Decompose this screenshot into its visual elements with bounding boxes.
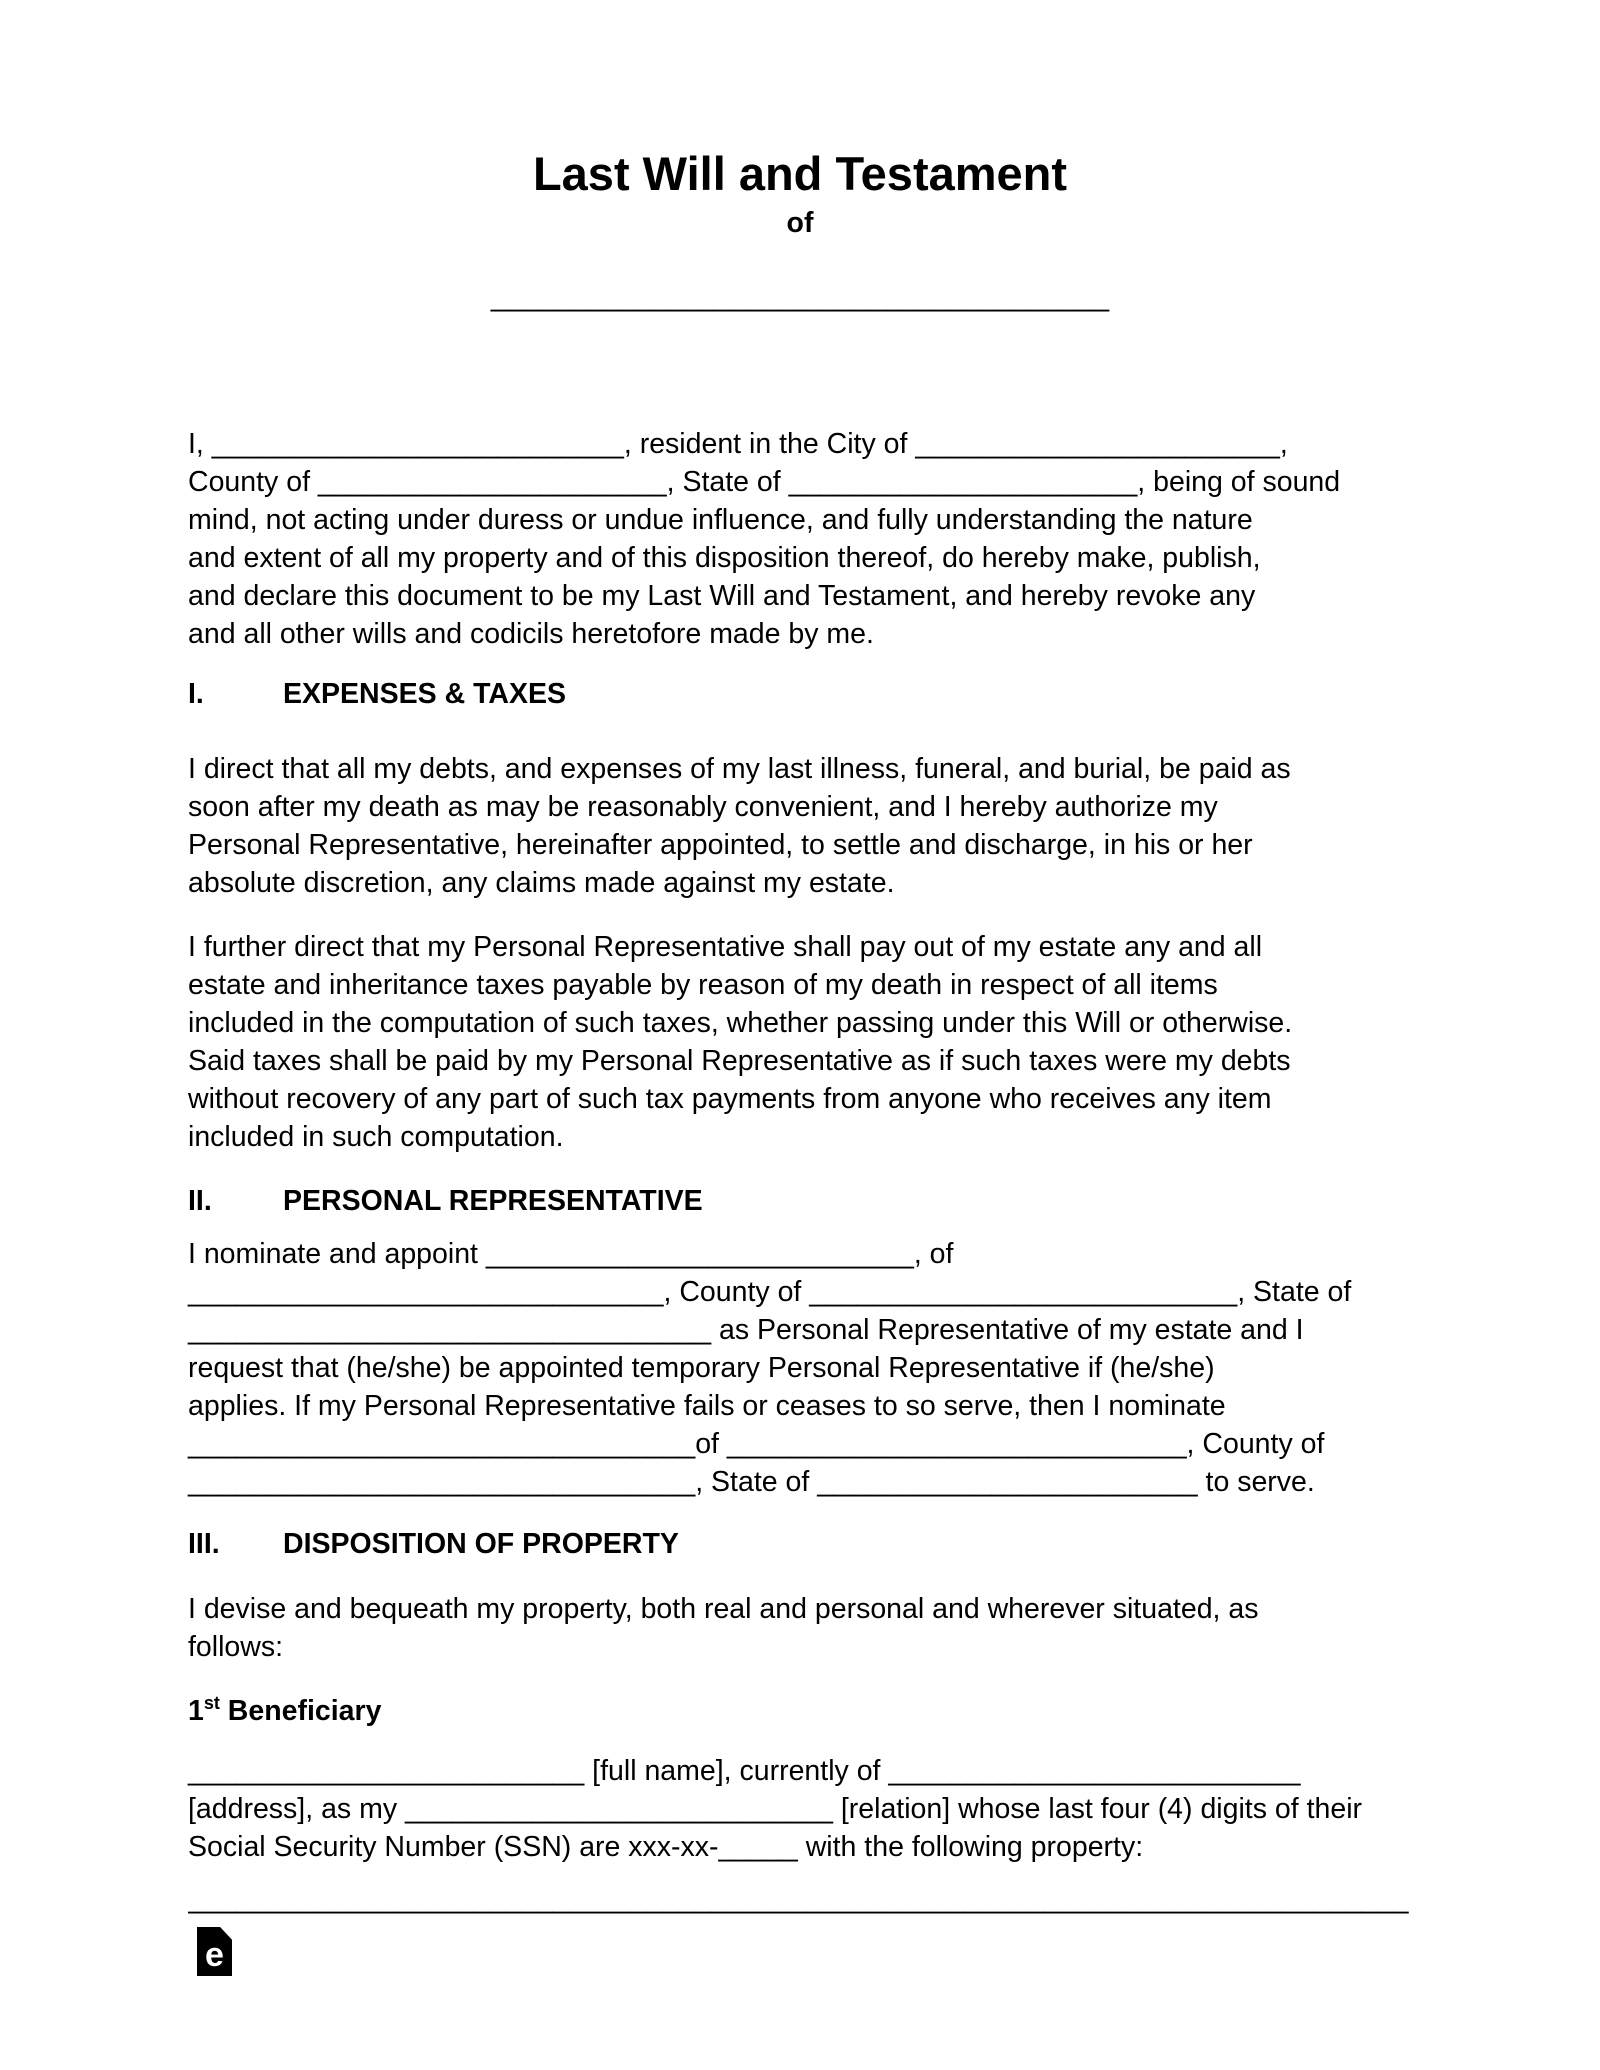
section-title: PERSONAL REPRESENTATIVE xyxy=(283,1185,703,1217)
beneficiary-paragraph: _________________________ [full name], currently of __________________________ [address], as my ___________________________ [relation] whose last four (4) digits of their Social Security Number (SSN) are xxx-xx-_____ with the following property: xyxy=(188,1755,1363,1863)
section-heading-personal-representative xyxy=(188,1182,1418,1220)
beneficiary-ordinal-suffix: st xyxy=(203,1693,220,1713)
beneficiary-label: Beneficiary xyxy=(219,1695,382,1727)
section-title: DISPOSITION OF PROPERTY xyxy=(283,1528,679,1560)
section-number: I. xyxy=(188,678,204,710)
testator-name-blank-line: _______________________________________ xyxy=(490,281,1110,313)
document-title: Last Will and Testament xyxy=(532,147,1068,200)
section-number: II. xyxy=(188,1185,212,1217)
footer-divider-line: _____________________________________________________________________________ xyxy=(188,1883,1409,1915)
section-heading-disposition-of-property xyxy=(188,1525,1418,1563)
personal-representative-paragraph: I nominate and appoint ___________________________, of ______________________________, County of ___________________________, State of _________________________________ as Personal Representative of my estate and I request that (he/she) be appointed temporary Personal Representative if (he/she) applies. If my Personal Representative fails or ceases to so serve, then I nominate ________________________________of _____________________________, County of ________________________________, State of ________________________ to serve. xyxy=(188,1238,1352,1498)
section-heading-expenses-taxes xyxy=(188,675,1418,713)
first-beneficiary-heading xyxy=(188,1692,1418,1730)
section-title: EXPENSES & TAXES xyxy=(283,678,566,710)
logo-letter: e xyxy=(205,1936,224,1974)
beneficiary-ordinal-number: 1 xyxy=(188,1695,204,1727)
eforms-logo-icon xyxy=(197,1927,232,1976)
section-number: III. xyxy=(188,1528,220,1560)
disposition-paragraph: I devise and bequeath my property, both real and personal and wherever situated, as follows: xyxy=(188,1593,1259,1663)
expenses-paragraph-1: I direct that all my debts, and expenses of my last illness, funeral, and burial, be paid as soon after my death as may be reasonably convenient, and I hereby authorize my Personal Representative, hereinafter appointed, to settle and discharge, in his or her absolute discretion, any claims made against my estate. xyxy=(188,753,1291,899)
document-subtitle-of: of xyxy=(786,207,814,239)
expenses-paragraph-2: I further direct that my Personal Representative shall pay out of my estate any and all estate and inheritance taxes payable by reason of my death in respect of all items included in the computation of such taxes, whether passing under this Will or otherwise. Said taxes shall be paid by my Personal Representative as if such taxes were my debts without recovery of any part of such tax payments from anyone who receives any item included in such computation. xyxy=(188,931,1293,1153)
opening-paragraph: I, __________________________, resident in the City of _______________________, County of ______________________, State of ______________________, being of sound mind, not acting under duress or undue influence, and fully understanding the nature and extent of all my property and of this disposition thereof, do hereby make, publish, and declare this document to be my Last Will and Testament, and hereby revoke any and all other wills and codicils heretofore made by me. xyxy=(188,428,1341,650)
